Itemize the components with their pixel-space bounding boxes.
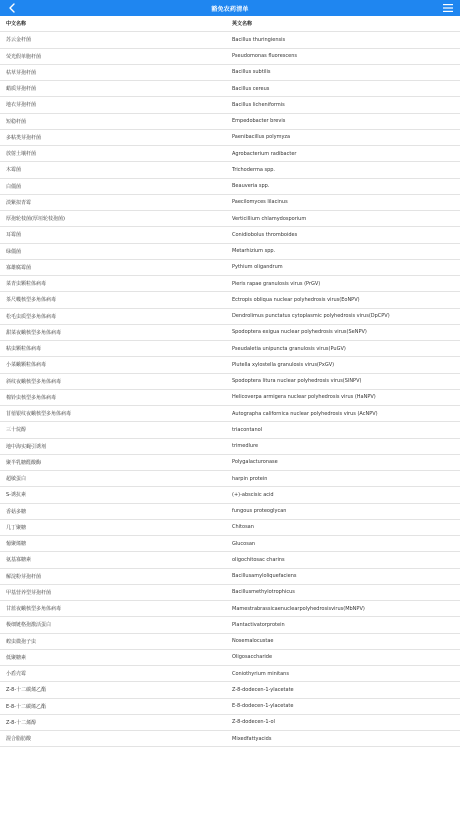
menu-button[interactable] xyxy=(440,0,456,16)
table-row[interactable] xyxy=(0,390,460,406)
chinese-name-cell: 解淀粉芽孢杆菌 xyxy=(6,573,42,580)
english-name-cell: Agrobacterium radibacter xyxy=(232,150,297,157)
table-row[interactable] xyxy=(0,569,460,585)
table-row[interactable] xyxy=(0,32,460,48)
english-name-cell: Plantactivatorprotein xyxy=(232,621,285,628)
table-row[interactable] xyxy=(0,114,460,130)
english-name-cell: Dendrolimus punctatus cytoplasmic polyhedrosis virus(DpCPV) xyxy=(232,313,390,320)
chinese-name-cell: Z-8-十二烯醇 xyxy=(6,719,37,726)
chevron-left-icon xyxy=(8,3,16,13)
table-row[interactable] xyxy=(0,585,460,601)
english-name-cell: Spodoptera litura nuclear polyhedrosis virus(SlNPV) xyxy=(232,378,362,385)
chinese-name-cell: 绿僵菌 xyxy=(6,248,22,255)
chinese-name-cell: 苏云金杆菌 xyxy=(6,37,32,44)
english-name-cell: Mixedfattyacids xyxy=(232,735,272,742)
chinese-name-cell: 淡紫拟青霉 xyxy=(6,199,32,206)
chinese-name-cell: 葡聚烯糖 xyxy=(6,541,27,548)
english-name-cell: Paecilomyces lilacinus xyxy=(232,199,288,206)
chinese-name-cell: 茶尺蠖核型多角体病毒 xyxy=(6,297,57,304)
chinese-name-cell: 地中海实蝇引诱剂 xyxy=(6,443,47,450)
table-row[interactable] xyxy=(0,195,460,211)
english-name-cell: Metarhizium spp. xyxy=(232,248,276,255)
table-row[interactable] xyxy=(0,504,460,520)
english-name-cell: Pseudaletia unipuncta granulosis virus(PuGV) xyxy=(232,345,346,352)
chinese-name-cell: 低聚糖素 xyxy=(6,654,27,661)
table-row[interactable] xyxy=(0,309,460,325)
english-name-cell: (+)-abscisic acid xyxy=(232,491,274,498)
chinese-name-cell: 超敏蛋白 xyxy=(6,476,27,483)
english-name-cell: triacontanol xyxy=(232,426,263,433)
chinese-name-cell: 放射土壤杆菌 xyxy=(6,151,37,158)
table-row[interactable] xyxy=(0,81,460,97)
table-row[interactable] xyxy=(0,325,460,341)
table-row[interactable] xyxy=(0,520,460,536)
chinese-name-cell: 松毛虫质型多角体病毒 xyxy=(6,313,57,320)
chinese-name-cell: 小盾壳霉 xyxy=(6,671,27,678)
english-name-cell: Bacillusamyloliquefaciens xyxy=(232,573,297,580)
english-name-cell: Trichoderma spp. xyxy=(232,166,276,173)
chinese-name-cell: 混合脂肪酸 xyxy=(6,736,32,743)
table-row[interactable] xyxy=(0,146,460,162)
english-name-cell: Z-8-dodecen-1-ol xyxy=(232,719,275,726)
english-name-cell: Z-8-dodecen-1-ylacetate xyxy=(232,686,294,693)
english-name-cell: Spodoptera exigua nuclear polyhedrosis virus(SeNPV) xyxy=(232,329,367,336)
english-name-cell: Bacillus subtilis xyxy=(232,69,271,76)
table-row[interactable] xyxy=(0,130,460,146)
table-row[interactable] xyxy=(0,666,460,682)
table-row[interactable] xyxy=(0,357,460,373)
chinese-name-cell: 极细链格孢激活蛋白 xyxy=(6,622,52,629)
english-name-cell: Conidiobolus thromboides xyxy=(232,231,298,238)
chinese-name-cell: 耳霉菌 xyxy=(6,232,22,239)
chinese-name-cell: 枯草芽孢杆菌 xyxy=(6,69,37,76)
english-name-cell: oligochitosac charins xyxy=(232,556,285,563)
english-name-cell: fungous proteoglycan xyxy=(232,508,287,515)
chinese-name-cell: 甜菜夜蛾核型多角体病毒 xyxy=(6,329,62,336)
table-row[interactable] xyxy=(0,162,460,178)
english-name-cell: Bacillus licheniformis xyxy=(232,101,285,108)
english-name-cell: Coniothyrium minitans xyxy=(232,670,289,677)
table-row[interactable] xyxy=(0,634,460,650)
english-name-cell: Bacillusmethylotrophicus xyxy=(232,589,295,596)
table-row[interactable] xyxy=(0,65,460,81)
hamburger-menu-icon xyxy=(443,4,453,12)
table-row[interactable] xyxy=(0,406,460,422)
chinese-name-cell: 甲基营养型芽孢杆菌 xyxy=(6,589,52,596)
back-button[interactable] xyxy=(4,0,20,16)
english-name-cell: Pieris rapae granulosis virus (PrGV) xyxy=(232,280,321,287)
english-name-cell: Plutella xylostella granulosis virus(PxGV) xyxy=(232,361,335,368)
table-row[interactable] xyxy=(0,650,460,666)
pesticide-table xyxy=(0,16,460,747)
header-chinese-name: 中文名称 xyxy=(6,21,27,28)
english-name-cell: Pseudomonas fluorescens xyxy=(232,53,297,60)
chinese-name-cell: 蝗虫微孢子虫 xyxy=(6,638,37,645)
table-row[interactable] xyxy=(0,715,460,731)
english-name-cell: harpin protein xyxy=(232,475,268,482)
table-header xyxy=(0,16,460,32)
english-name-cell: Oligosaccharide xyxy=(232,654,273,661)
page-title: 豁免农药清单 xyxy=(211,5,249,13)
chinese-name-cell: 白僵菌 xyxy=(6,183,22,190)
english-name-cell: Autographa californica nuclear polyhedrosis virus (AcNPV) xyxy=(232,410,378,417)
chinese-name-cell: 粘虫颗粒体病毒 xyxy=(6,346,42,353)
chinese-name-cell: 几丁聚糖 xyxy=(6,524,27,531)
table-row[interactable] xyxy=(0,552,460,568)
table-row[interactable] xyxy=(0,471,460,487)
chinese-name-cell: 地衣芽孢杆菌 xyxy=(6,102,37,109)
english-name-cell: Paenibacillus polymyza xyxy=(232,134,291,141)
english-name-cell: Chitosan xyxy=(232,524,254,531)
chinese-name-cell: 菜青虫颗粒体病毒 xyxy=(6,281,47,288)
chinese-name-cell: 寡雄腐霉菌 xyxy=(6,264,32,271)
chinese-name-cell: 聚半乳糖醛酸酶 xyxy=(6,459,42,466)
chinese-name-cell: 香菇多糖 xyxy=(6,508,27,515)
table-row[interactable] xyxy=(0,341,460,357)
english-name-cell: Verticillium chlamydosporium xyxy=(232,215,307,222)
chinese-name-cell: 苜蓿银纹夜蛾核型多角体病毒 xyxy=(6,411,72,418)
table-row[interactable] xyxy=(0,617,460,633)
table-row[interactable] xyxy=(0,699,460,715)
chinese-name-cell: 小菜蛾颗粒体病毒 xyxy=(6,362,47,369)
table-row[interactable] xyxy=(0,682,460,698)
table-row[interactable] xyxy=(0,260,460,276)
chinese-name-cell: 三十烷醇 xyxy=(6,427,27,434)
table-row[interactable] xyxy=(0,211,460,227)
chinese-name-cell: 棉铃虫核型多角体病毒 xyxy=(6,394,57,401)
english-name-cell: trimedlure xyxy=(232,443,259,450)
navigation-bar xyxy=(0,0,460,16)
english-name-cell: Glucosan xyxy=(232,540,256,547)
table-row[interactable] xyxy=(0,536,460,552)
table-row[interactable] xyxy=(0,455,460,471)
chinese-name-cell: 多粘类芽孢杆菌 xyxy=(6,134,42,141)
english-name-cell: Helicoverpa armigera nuclear polyhedrosis virus (HaNPV) xyxy=(232,394,376,401)
chinese-name-cell: 斜纹夜蛾核型多角体病毒 xyxy=(6,378,62,385)
chinese-name-cell: 木霉菌 xyxy=(6,167,22,174)
table-row[interactable] xyxy=(0,601,460,617)
english-name-cell: Mamestrabrassicaenuclearpolyhedrosisvirus(MbNPV) xyxy=(232,605,365,612)
english-name-cell: E-8-dodecen-1-ylacetate xyxy=(232,703,294,710)
english-name-cell: Bacillus thuringiensis xyxy=(232,36,286,43)
english-name-cell: Ectropis obliqua nuclear polyhedrosis virus(EoNPV) xyxy=(232,296,360,303)
table-row[interactable] xyxy=(0,422,460,438)
chinese-name-cell: 甘蓝夜蛾核型多角体病毒 xyxy=(6,606,62,613)
chinese-name-cell: Z-8-十二碳烯乙酯 xyxy=(6,687,47,694)
table-row[interactable] xyxy=(0,244,460,260)
chinese-name-cell: 蜡质芽孢杆菌 xyxy=(6,86,37,93)
chinese-name-cell: 荧光假单胞杆菌 xyxy=(6,53,42,60)
english-name-cell: Nosemalocustae xyxy=(232,638,274,645)
chinese-name-cell: 氨基寡糖素 xyxy=(6,557,32,564)
chinese-name-cell: E-8-十二碳烯乙酯 xyxy=(6,703,46,710)
header-english-name: 英文名称 xyxy=(232,21,253,28)
table-row[interactable] xyxy=(0,179,460,195)
english-name-cell: Bacillus cereus xyxy=(232,85,270,92)
english-name-cell: Beauveria spp. xyxy=(232,183,270,190)
chinese-name-cell: 厚孢轮枝菌(厚垣轮枝孢菌) xyxy=(6,216,65,223)
english-name-cell: Empedobacter brevis xyxy=(232,118,286,125)
table-row[interactable] xyxy=(0,439,460,455)
chinese-name-cell: S-诱抗素 xyxy=(6,492,26,499)
table-row[interactable] xyxy=(0,276,460,292)
english-name-cell: Polygalacturonase xyxy=(232,459,278,466)
table-row[interactable] xyxy=(0,97,460,113)
table-row[interactable] xyxy=(0,374,460,390)
english-name-cell: Pythium oligandrum xyxy=(232,264,283,271)
chinese-name-cell: 短稳杆菌 xyxy=(6,118,27,125)
table-row[interactable] xyxy=(0,292,460,308)
table-row[interactable] xyxy=(0,49,460,65)
table-row[interactable] xyxy=(0,227,460,243)
table-row[interactable] xyxy=(0,487,460,503)
table-row[interactable] xyxy=(0,731,460,747)
